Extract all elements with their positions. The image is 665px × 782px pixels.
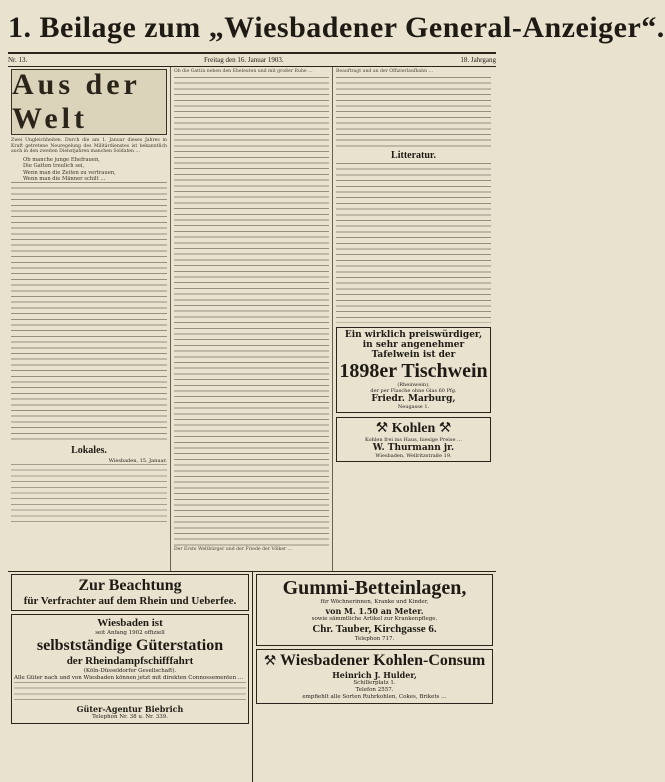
column-2-body [174,77,329,547]
lokales-body [11,464,167,524]
rubber-ad-price: von M. 1.50 an Meter. [325,606,424,616]
coal-consum-owner: Heinrich J. Hulder, [332,670,417,680]
shipping-city: Wiesbaden ist [97,617,163,629]
pickaxe-icon: ⚒ [438,419,452,436]
rubber-ad-phone: Telephon 717. [354,636,395,642]
shipping-status: seit Anfang 1902 offiziell [95,630,165,636]
pickaxe-icon: ⚒ [375,419,389,436]
poem-line: Wenn man die Männer schilt … [23,176,106,182]
right-ads [253,572,496,782]
coal-ad-title: ⚒ Kohlen ⚒ [375,419,452,436]
dateline [8,54,496,67]
column-2 [170,67,332,571]
section-litteratur: Litteratur. [391,149,436,161]
rubber-ad-title: Gummi-Betteinlagen, [282,577,467,599]
column-1-body [11,182,167,442]
coal-ad [336,417,491,462]
column-2-lead: Ob die Gattin neben den Eheleuten und mit großer Ruhe … [174,69,313,74]
rubber-ad-merchant: Chr. Tauber, Kirchgasse 6. [312,623,437,635]
issue-date: Freitag den 16. Januar 1903. [203,56,284,64]
wine-ad-teaser: Ein wirklich preiswürdiger, in sehr angenehmer Tafelwein ist der [344,329,483,360]
rubber-sheet-ad [256,574,493,646]
column-3 [332,67,494,571]
coal-consum-title: ⚒ Wiesbadener Kohlen-Consum [263,652,486,669]
coal-ad-text: Kohlen frei ins Haus, hiesige Preise … [365,436,462,443]
shipping-station [11,614,249,724]
shipping-body: Alle Güter nach und von Wiesbaden können jetzt mit direkten Connossementen … [14,675,244,681]
wine-ad [336,327,491,413]
shipping-notice [11,574,249,611]
column-3-lead: Beauftragt und an der Offizierlaufbahn … [336,69,434,74]
volume: 18. Jahrgang [460,56,496,64]
shipping-agency: Güter-Agentur Biebrich [76,704,184,714]
shipping-footer: Telephon Nr. 38 u. Nr. 339. [92,714,168,720]
bottom-ads [8,572,496,782]
section-lokales: Lokales. [71,445,107,457]
coal-consum-address: Schillerplatz 1. [353,680,396,686]
shipping-notice-title: Zur Beachtung [78,577,182,594]
coal-ad-address: Wiesbaden, Wellritzstraße 19. [375,452,452,459]
poem-line: Wenn man die Zeiten zu vertrauen, [23,169,116,176]
column-2-tail: Der Erste Weltbürger und der Friede der Völker … [174,546,293,552]
masthead-title: 1. Beilage zum „Wiesbadener General-Anzeiger“. [8,4,496,54]
wine-ad-address: Neugasse 1. [397,403,430,410]
issue-number: Nr. 13. [8,56,28,64]
pickaxe-icon: ⚒ [263,653,277,669]
main-columns [8,67,496,572]
poem [11,157,167,182]
litteratur-body [336,163,491,323]
section-dateline: Wiesbaden, 15. Januar. [108,458,167,465]
column-3-top-body [336,77,491,147]
coal-consum-ad [256,649,493,704]
wine-ad-region: (Rheinwein), [397,381,430,388]
shipping-notice-subtitle: für Verfrachter auf dem Rhein und Ueberfee. [23,595,237,607]
shipping-body-rest [14,682,246,704]
wine-ad-price: 1898er Tischwein [339,359,488,382]
shipping-company-sub: (Köln-Düsseldorfer Gesellschaft). [83,668,177,674]
coal-ad-merchant: W. Thurmann jr. [372,442,455,453]
coal-consum-phone: Telefon 2557. [355,687,394,693]
rubber-ad-sub: für Wöchnerinnen, Kranke und Kinder, [320,599,429,605]
shipping-headline: selbstständige Güterstation [36,637,224,654]
wine-ad-merchant: Friedr. Marburg, [371,393,456,404]
poem-line: Die Gatten treulich sei, [23,163,85,170]
wine-ad-note: der per Flasche ohne Glas 60 Pfg. [370,387,457,394]
rubber-ad-items: sowie sämmtliche Artikel zur Krankenpflege. [311,616,438,622]
shipping-company: der Rheindampfschifffahrt [66,655,194,667]
poem-line: Ob manche junge Ehefrauen, [23,157,100,164]
coal-consum-text: empfiehlt alle Sorten Ruhrkohlen, Cokes, Brikets … [302,694,447,700]
column-1 [8,67,170,571]
aus-der-welt-banner: Aus der Welt [11,69,167,135]
shipping-ad [8,572,253,782]
column-1-lead: Zwei Ungleichheiten. Durch die am 1. Januar dieses Jahres in Kraft getretene Neuregelung des Militärdienstes ist bekanntlich auch in den zweiten Dienstjahren manchen Soldaten … [11,138,167,155]
